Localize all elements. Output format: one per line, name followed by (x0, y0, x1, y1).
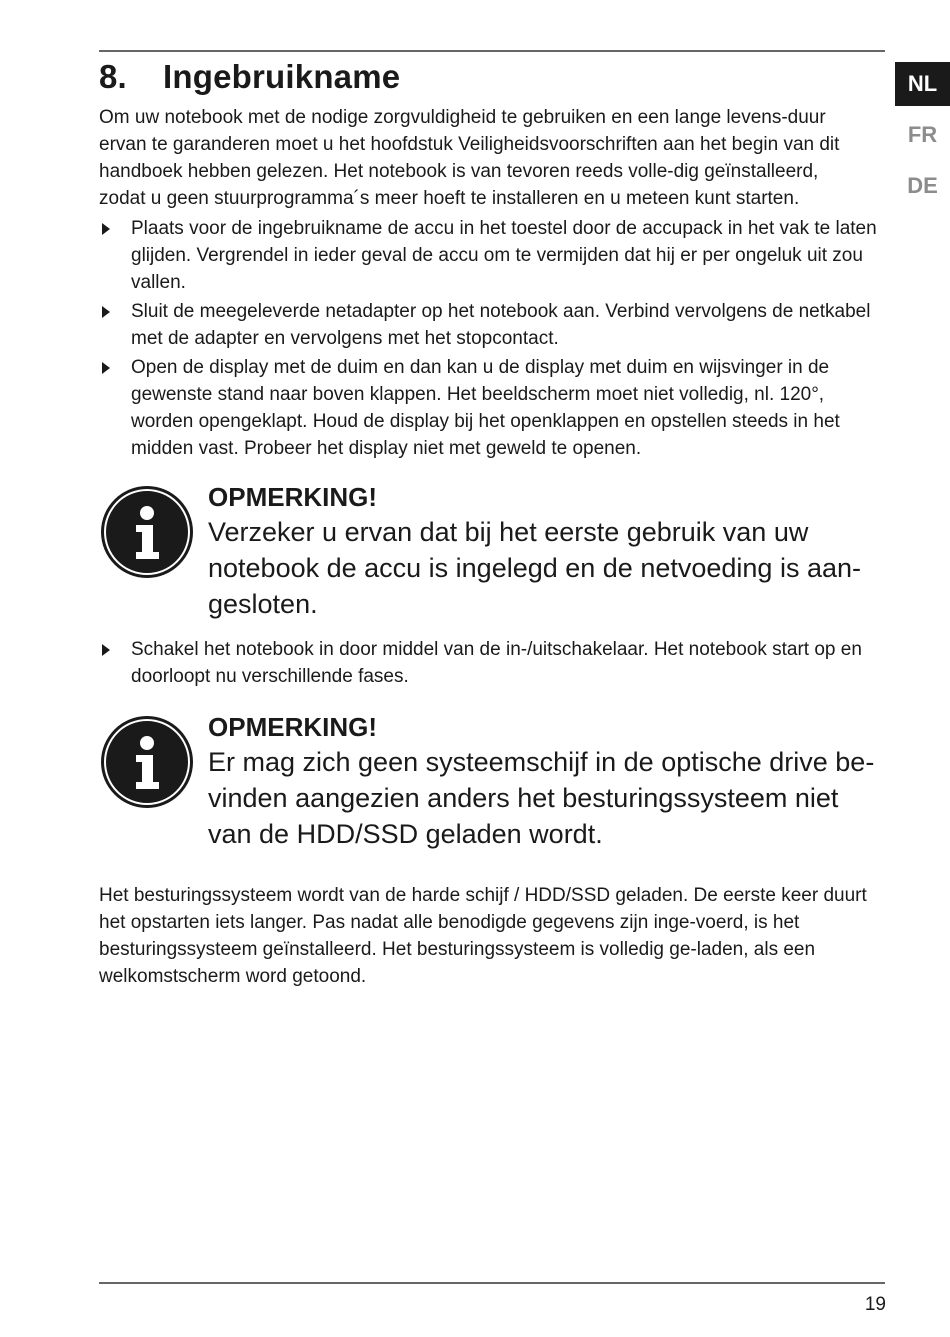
bullet-text: Plaats voor de ingebruikname de accu in het toestel door de accupack in het vak te laten glijden. Vergrendel in ieder geval de accu om te vermijden dat hij er per ongeluk uit zou vallen. (131, 218, 877, 293)
tab-fr[interactable]: FR (907, 122, 938, 147)
tab-nl[interactable]: NL (895, 62, 950, 106)
note-box (99, 480, 885, 622)
section-heading (99, 58, 400, 96)
info-circle-icon (100, 715, 194, 809)
section-title: Ingebruikname (163, 58, 401, 95)
bottom-rule (99, 1282, 885, 1284)
list-item (99, 354, 885, 462)
bullet-text: Open de display met de duim en dan kan u de display met duim en wijsvinger in de gewenste stand naar boven klappen. Het beeldscherm moet niet volledig, nl. 120°, worden opengeklapt. Houd de display bij het openklappen en opstellen steeds in het midden vast. Probeer het display niet met geweld te openen. (131, 357, 840, 459)
section-number: 8. (99, 58, 127, 95)
closing-paragraph: Het besturingssysteem wordt van de harde schijf / HDD/SSD geladen. De eerste keer duurt het opstarten iets langer. Pas nadat alle benodigde gegevens zijn inge-voerd, is het besturingssysteem geïnstalleerd. Het besturingssysteem is volledig ge-laden, als een welkomstscherm word getoond. (99, 885, 867, 987)
bullet-text: Schakel het notebook in door middel van de in-/uitschakelaar. Het notebook start op en doorloopt nu verschillende fases. (131, 639, 862, 687)
triangle-right-icon (102, 223, 110, 235)
main-content (99, 104, 885, 990)
intro-paragraph: Om uw notebook met de nodige zorgvuldigheid te gebruiken en een lange levens-duur ervan te garanderen moet u het hoofdstuk Veiligheidsvoorschriften aan het begin van dit handboek hebben gelezen. Het notebook is van tevoren reeds volle-dig geïnstalleerd, zodat u geen stuurprogramma´s meer hoeft te installeren en u meteen kunt starten. (99, 107, 840, 209)
note-text: Verzeker u ervan dat bij het eerste gebruik van uw notebook de accu is ingelegd en de netvoeding is aan-gesloten. (208, 517, 861, 619)
note-title: OPMERKING! (208, 712, 377, 742)
triangle-right-icon (102, 306, 110, 318)
top-rule (99, 50, 885, 52)
bullet-text: Sluit de meegeleverde netadapter op het notebook aan. Verbind vervolgens de netkabel met de adapter en vervolgens met het stopcontact. (131, 301, 871, 349)
list-item (99, 215, 885, 296)
triangle-right-icon (102, 362, 110, 374)
info-circle-icon (100, 485, 194, 579)
triangle-right-icon (102, 644, 110, 656)
tab-de[interactable]: DE (907, 173, 938, 198)
page-number: 19 (864, 1294, 886, 1315)
list-item (99, 298, 885, 352)
list-item (99, 636, 885, 690)
note-title: OPMERKING! (208, 482, 377, 512)
note-box (99, 710, 885, 852)
note-text: Er mag zich geen systeemschijf in de optische drive be-vinden aangezien anders het besturingssysteem niet van de HDD/SSD geladen wordt. (208, 747, 875, 849)
language-tabs (895, 62, 950, 215)
